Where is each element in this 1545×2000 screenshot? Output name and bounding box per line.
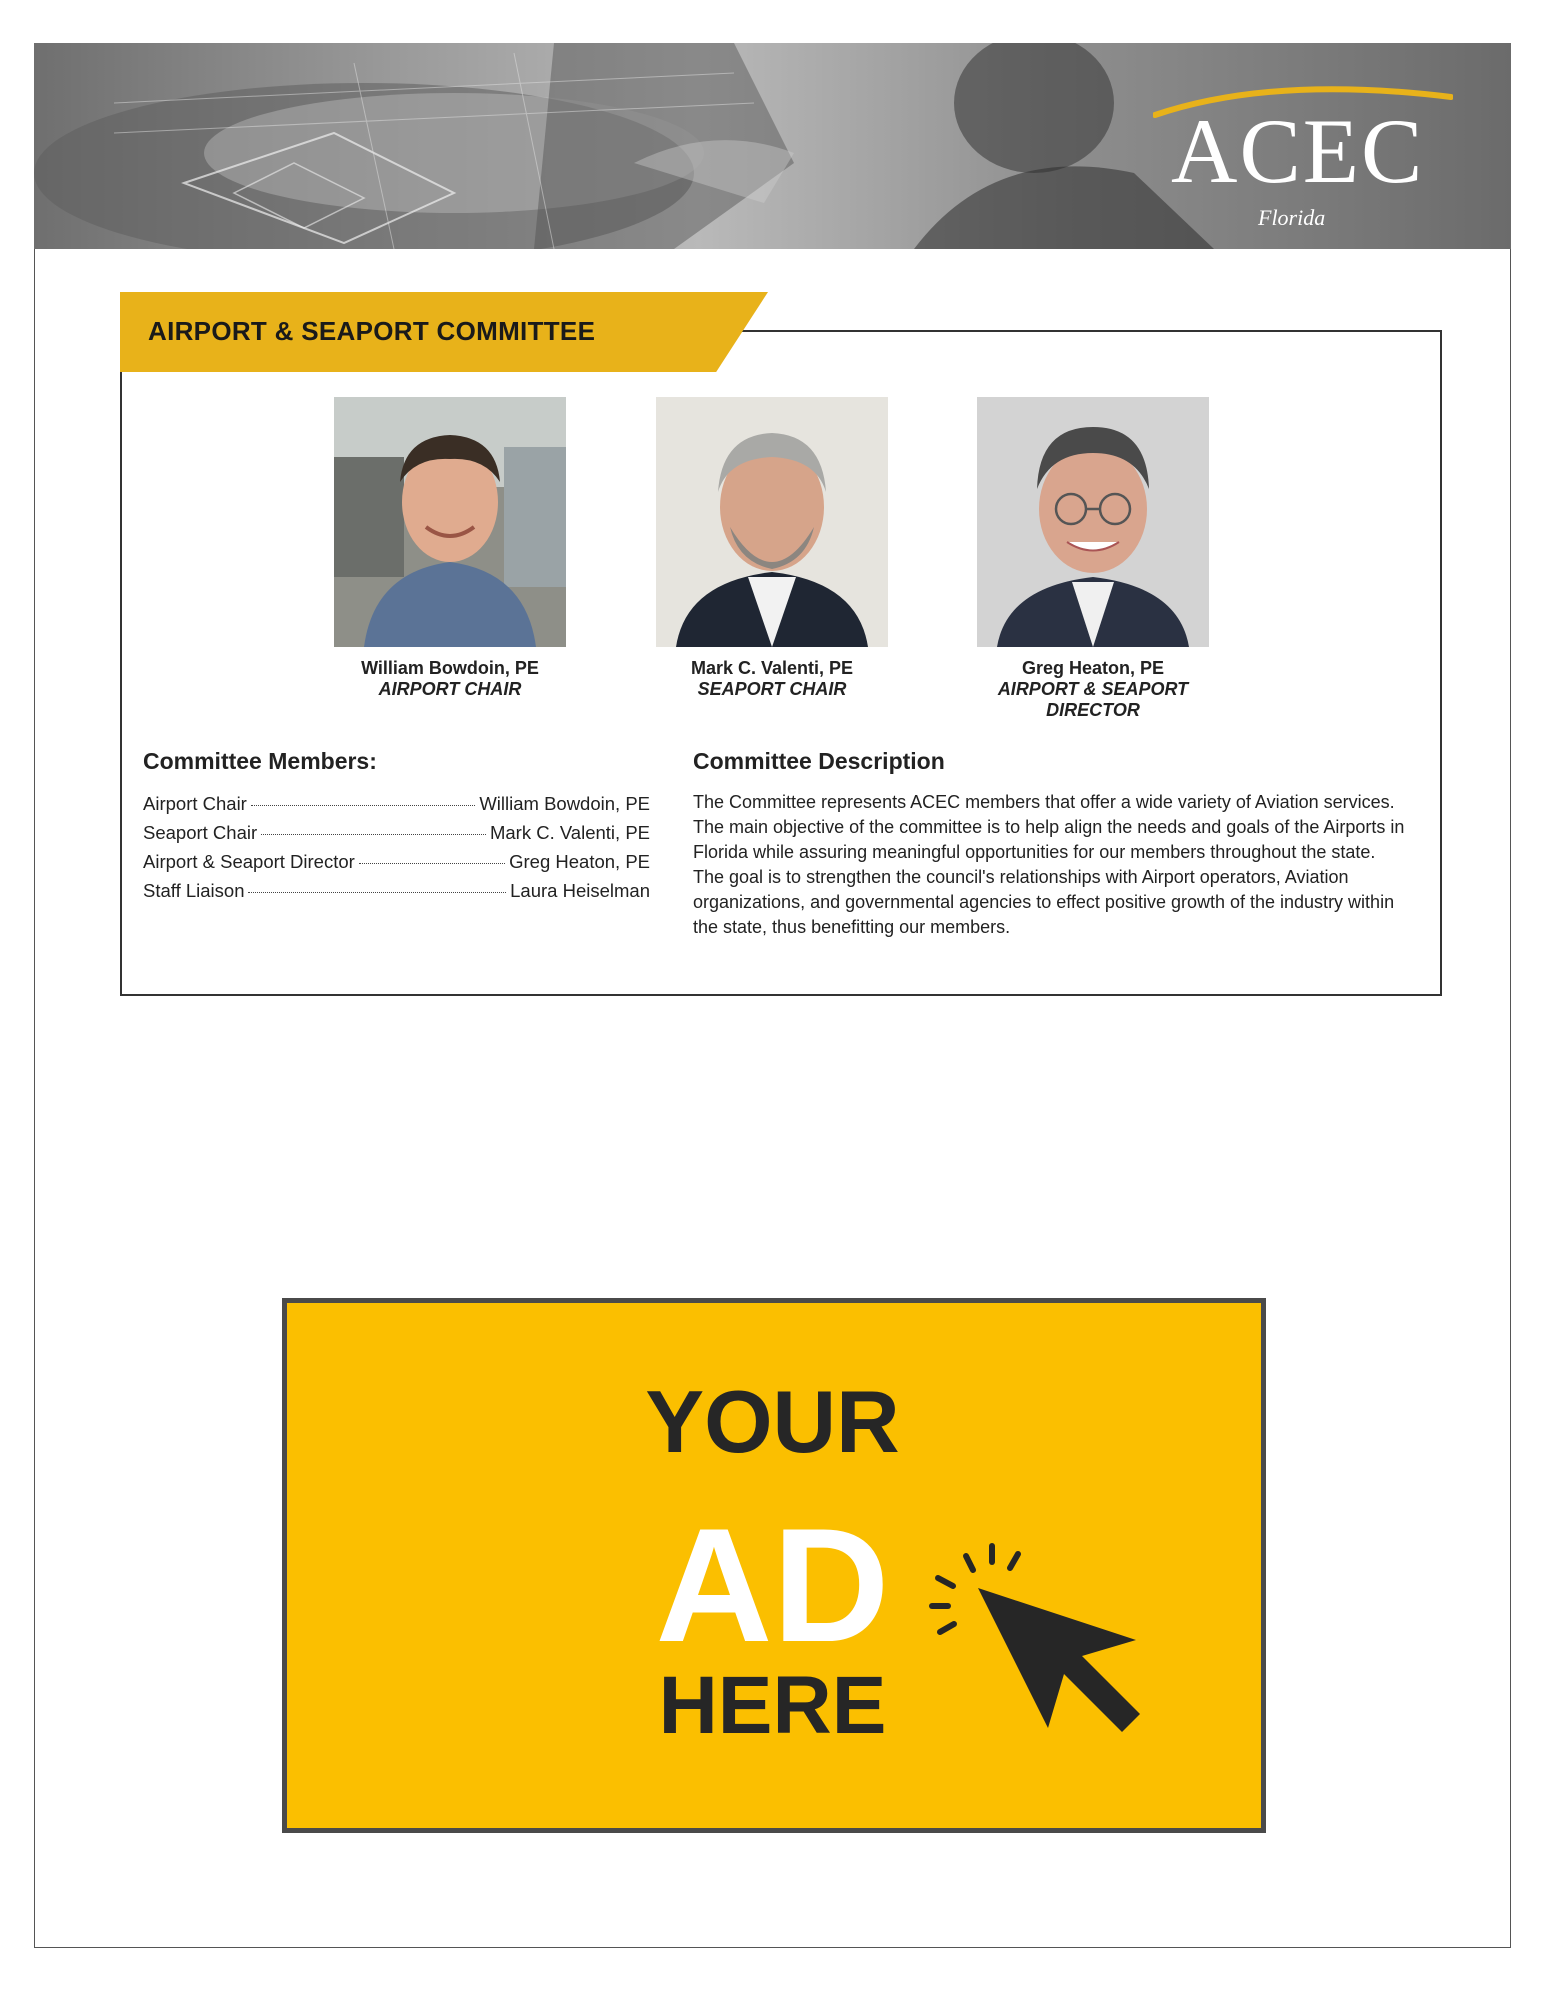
members-heading: Committee Members: <box>143 748 377 774</box>
ad-line-your: YOUR <box>645 1372 900 1471</box>
person-name: William Bowdoin, PE <box>361 658 539 678</box>
person-card <box>334 397 566 700</box>
person-card <box>656 397 888 700</box>
person-role: AIRPORT CHAIR <box>378 679 522 699</box>
cursor-click-icon <box>926 1538 1146 1738</box>
committee-title: AIRPORT & SEAPORT COMMITTEE <box>148 316 596 346</box>
member-name: Greg Heaton, PE <box>509 851 650 872</box>
logo-text: ACEC <box>1171 100 1425 202</box>
committee-description: The Committee represents ACEC members that offer a wide variety of Aviation services. The main objective of the committee is to help align the needs and goals of the Airports in Florida while assuring meaningful opportunities for our members throughout the state. The goal is to strengthen the council's relationships with Airport operators, Aviation organizations, and governmental agencies to effect positive growth of the industry within the state, thus benefitting our members. <box>693 792 1405 937</box>
members-list <box>143 793 650 909</box>
headshot-photo <box>656 397 888 647</box>
member-name: Laura Heiselman <box>510 880 650 901</box>
person-name: Greg Heaton, PE <box>1021 658 1165 678</box>
person-role: SEAPORT CHAIR <box>697 679 847 699</box>
person-card <box>977 397 1209 721</box>
description-heading: Committee Description <box>693 748 945 774</box>
member-role: Airport Chair <box>143 793 247 814</box>
member-row <box>143 793 650 822</box>
ad-line-ad: AD <box>655 1495 890 1676</box>
member-name: William Bowdoin, PE <box>479 793 650 814</box>
headshot-photo <box>334 397 566 647</box>
person-role-line-2: DIRECTOR <box>1046 700 1140 720</box>
dot-leader <box>248 892 506 893</box>
dot-leader <box>359 863 505 864</box>
member-name: Mark C. Valenti, PE <box>489 822 650 843</box>
member-role: Seaport Chair <box>143 822 258 843</box>
header-banner <box>34 43 1511 249</box>
acec-florida-logo[interactable] <box>1153 65 1453 235</box>
dot-leader <box>251 805 475 806</box>
person-name: Mark C. Valenti, PE <box>690 658 854 678</box>
person-role: AIRPORT & SEAPORT <box>997 679 1189 699</box>
headshot-photo <box>977 397 1209 647</box>
member-role: Staff Liaison <box>143 880 245 901</box>
logo-subtitle: Florida <box>1258 205 1326 230</box>
member-row <box>143 851 650 880</box>
dot-leader <box>261 834 486 835</box>
member-role: Airport & Seaport Director <box>143 851 355 872</box>
member-row <box>143 822 650 851</box>
member-row <box>143 880 650 909</box>
ad-line-here: HERE <box>658 1660 887 1751</box>
